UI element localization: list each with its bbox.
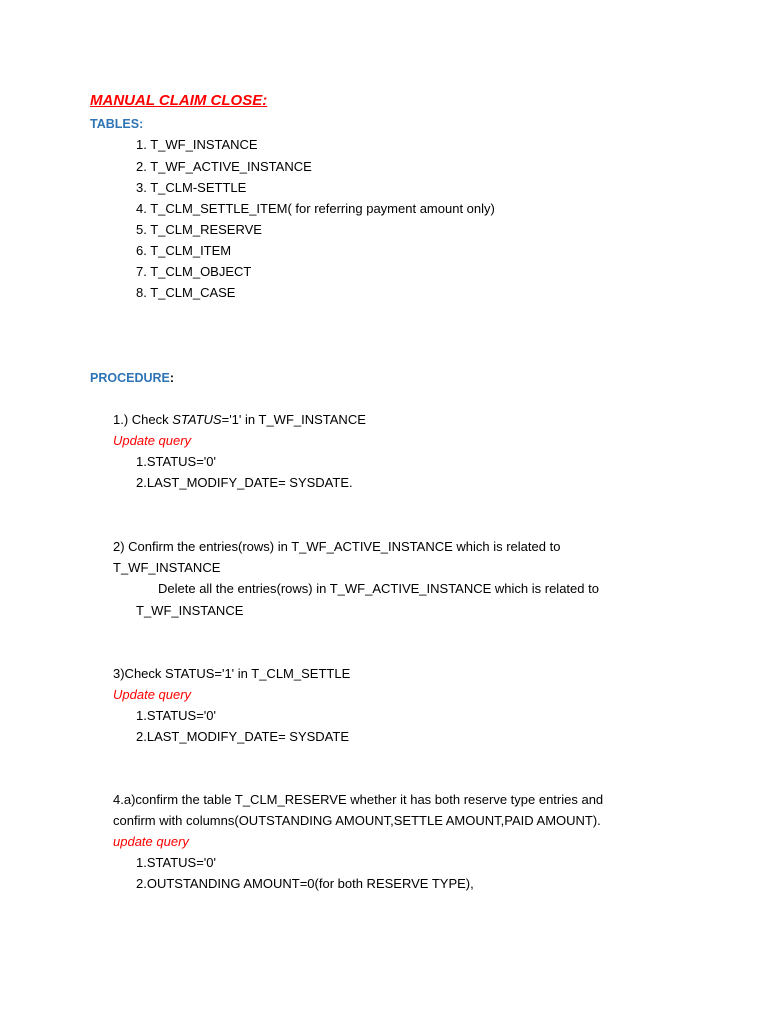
step3-update-label: Update query [113,687,192,702]
step1-line [113,412,366,428]
table-item-3: 3. T_CLM-SETTLE [136,180,247,195]
step3-line: 3)Check STATUS='1' in T_CLM_SETTLE [113,666,351,681]
step2-line-1: 2) Confirm the entries(rows) in T_WF_ACTIVE_INSTANCE which is related to [113,539,561,554]
step2-line-3: Delete all the entries(rows) in T_WF_ACTIVE_INSTANCE which is related to [158,581,599,596]
tables-heading: TABLES: [90,117,144,131]
step3-item-1: 1.STATUS='0' [136,708,216,723]
step1-update-label: Update query [113,433,192,448]
step4-item-2: 2.OUTSTANDING AMOUNT=0(for both RESERVE TYPE), [136,876,474,891]
title-text: MANUAL CLAIM CLOSE [90,92,263,109]
step2-line-2: T_WF_INSTANCE [113,560,221,575]
step3-item-2: 2.LAST_MODIFY_DATE= SYSDATE [136,729,349,744]
table-item-8: 8. T_CLM_CASE [136,285,236,300]
table-item-6: 6. T_CLM_ITEM [136,243,232,258]
step4-line-1: 4.a)confirm the table T_CLM_RESERVE whether it has both reserve type entries and [113,792,604,807]
table-item-1: 1. T_WF_INSTANCE [136,137,258,152]
step4-line-2: confirm with columns(OUTSTANDING AMOUNT,SETTLE AMOUNT,PAID AMOUNT). [113,813,601,828]
procedure-heading-colon: : [169,371,175,385]
table-item-4: 4. T_CLM_SETTLE_ITEM( for referring payment amount only) [136,201,495,216]
step4-item-1: 1.STATUS='0' [136,855,216,870]
step1-item-2: 2.LAST_MODIFY_DATE= SYSDATE. [136,475,353,490]
procedure-heading-text: PROCEDURE [90,371,170,385]
table-item-7: 7. T_CLM_OBJECT [136,264,252,279]
procedure-heading [90,370,174,386]
title-colon: : [262,92,268,109]
step1-prefix: 1.) Check [113,412,173,427]
step1-suffix: ='1' in T_WF_INSTANCE [221,412,366,427]
step1-item-1: 1.STATUS='0' [136,454,216,469]
document-title [90,92,267,110]
step1-status-word: STATUS [172,412,222,427]
table-item-5: 5. T_CLM_RESERVE [136,222,262,237]
table-item-2: 2. T_WF_ACTIVE_INSTANCE [136,159,312,174]
step4-update-label: update query [113,834,189,849]
step2-line-4: T_WF_INSTANCE [136,603,244,618]
